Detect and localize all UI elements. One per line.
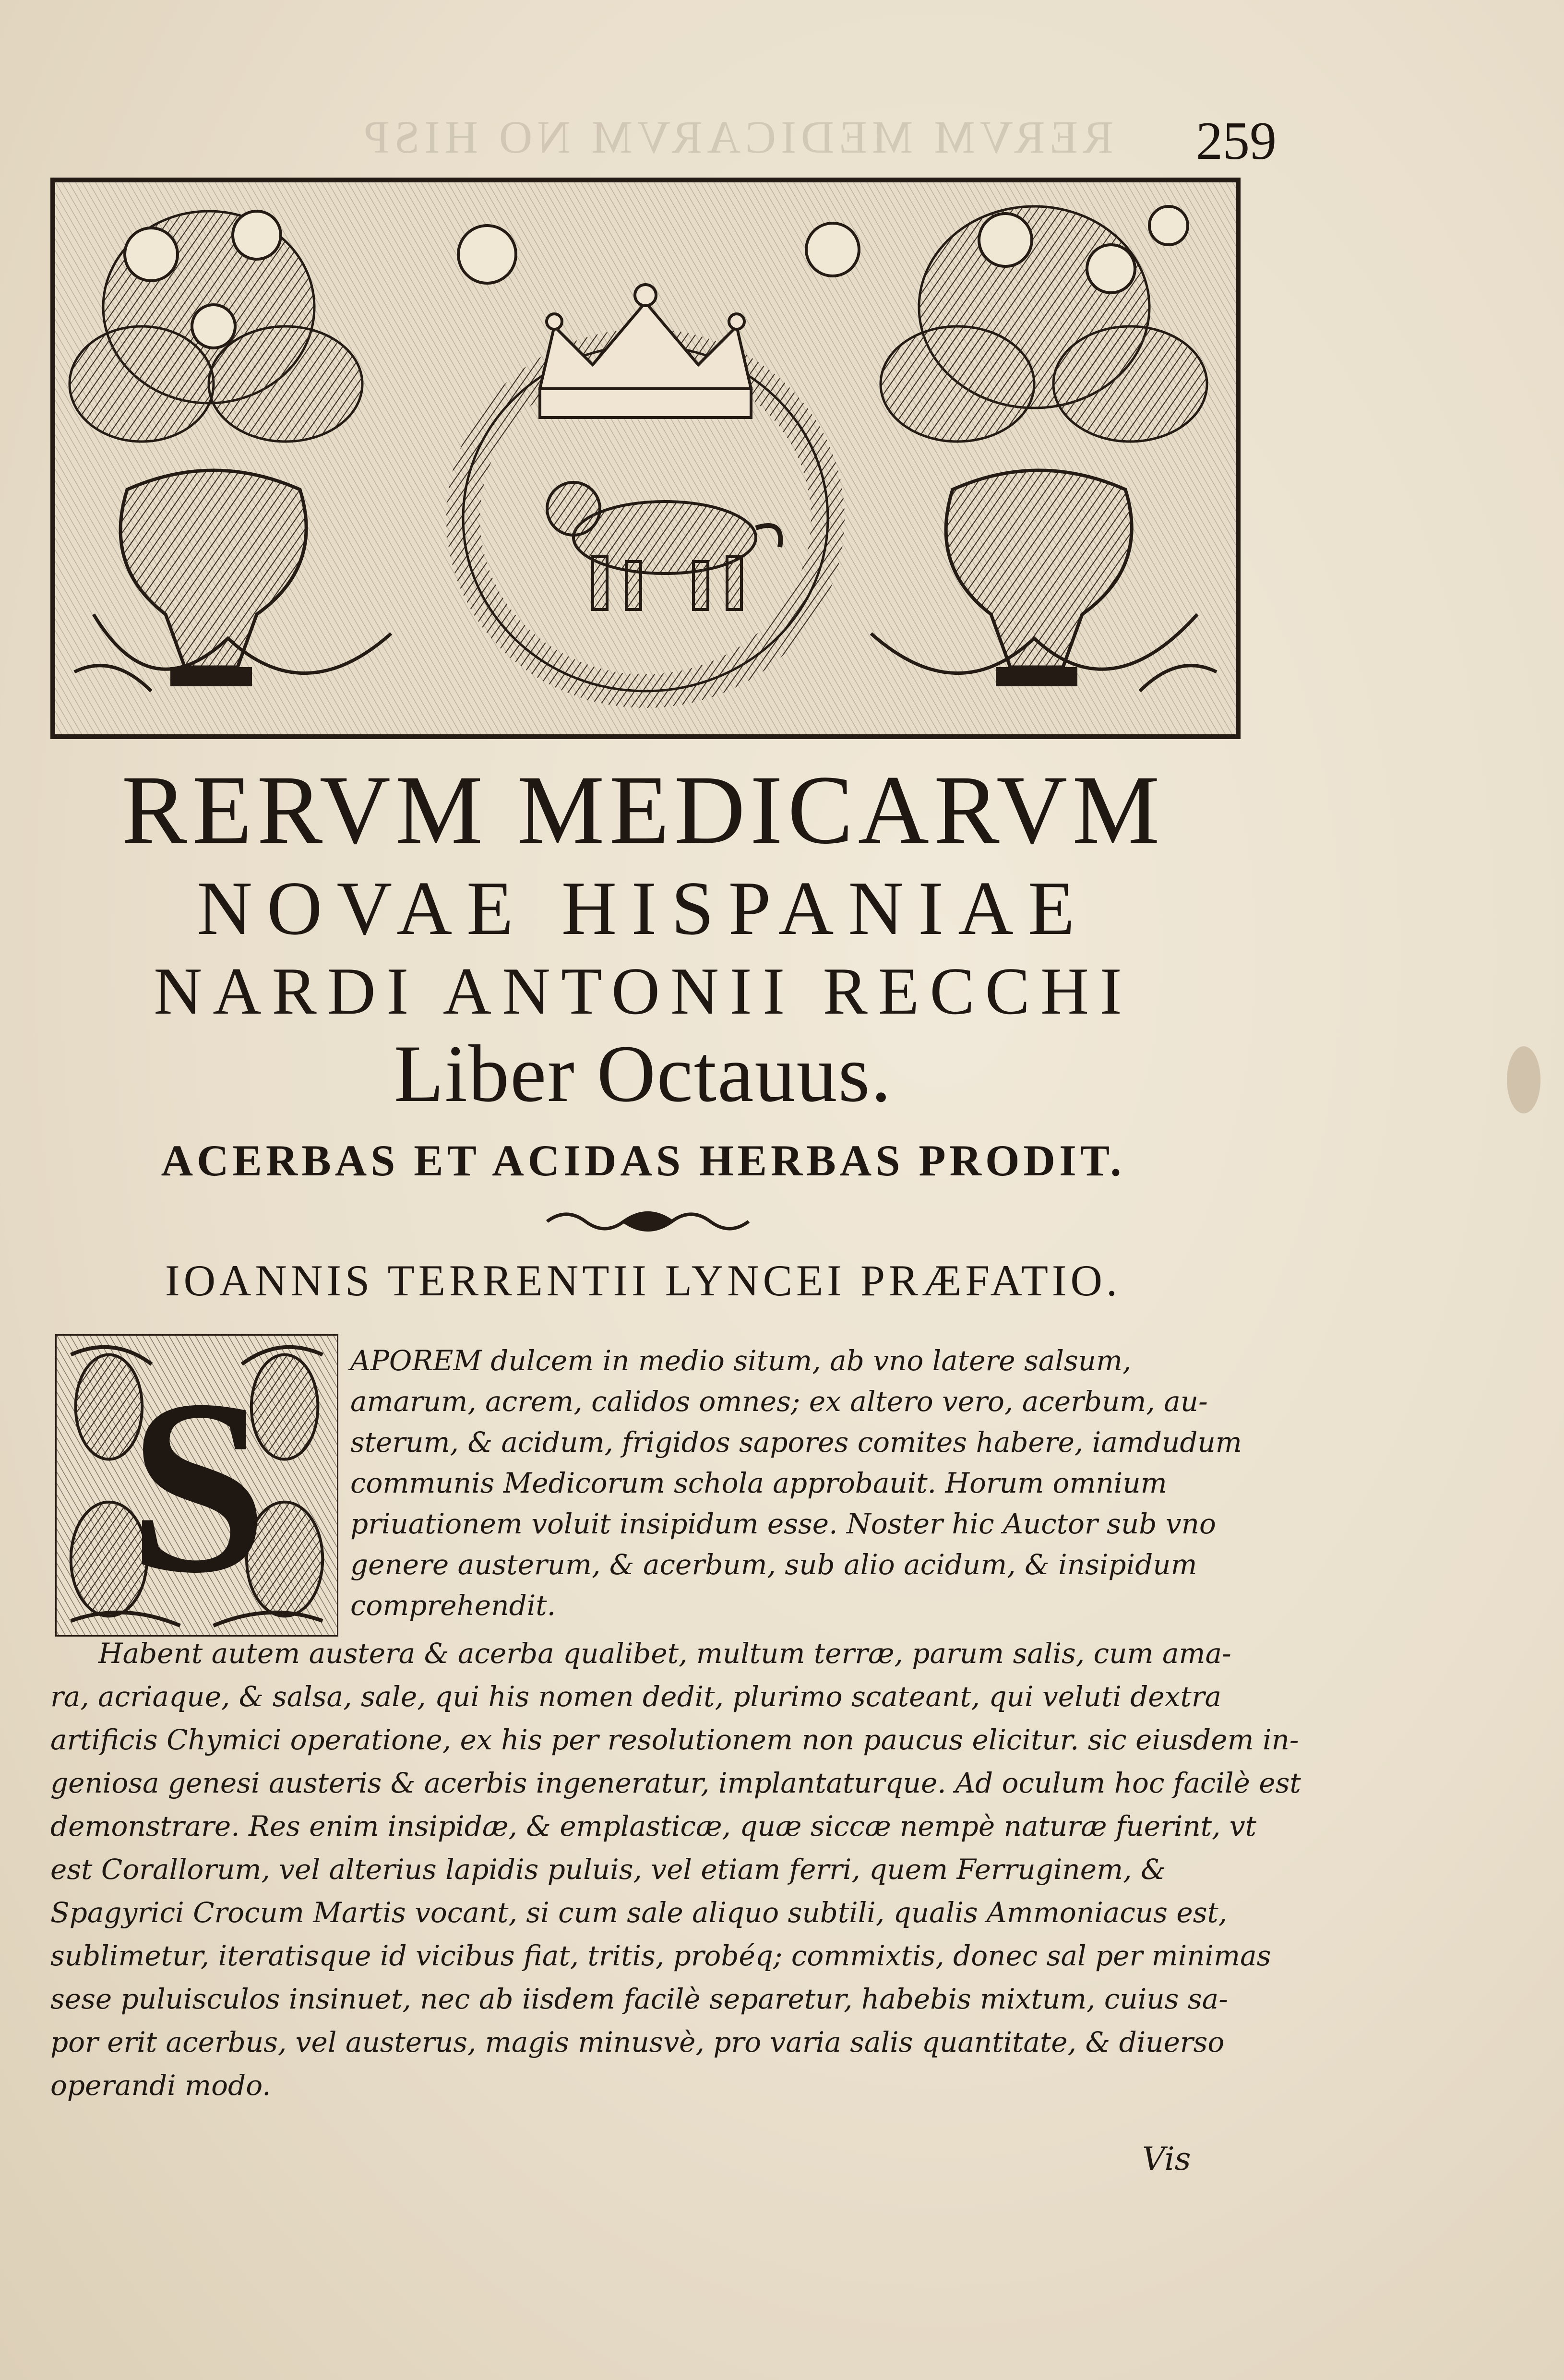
body-line: amarum, acrem, calidos omnes; ex altero vero, acerbum, au- <box>350 1385 1208 1418</box>
body-line: Habent autem austera & acerba qualibet, multum terræ, parum salis, cum ama- <box>98 1637 1231 1670</box>
body-line: sublimetur, iteratisque id vicibus fiat, tritis, probéq; commixtis, donec sal per minimas <box>50 1939 1271 1972</box>
title-line-5: ACERBAS ET ACIDAS HERBAS PRODIT. <box>161 1136 1125 1185</box>
body-line: Spagyrici Crocum Martis vocant, si cum sale aliquo subtili, qualis Ammoniacus est, <box>50 1896 1228 1929</box>
show-through-text: RERVM MEDICARVM NO HISP <box>358 111 1113 163</box>
title-line-3: NARDI ANTONII RECCHI <box>154 954 1133 1029</box>
body-line: geniosa genesi austeris & acerbis ingeneratur, implantaturque. Ad oculum hoc facilè est <box>50 1767 1301 1799</box>
preface-heading: IOANNIS TERRENTII LYNCEI PRÆFATIO. <box>165 1256 1121 1305</box>
woodcut-headpiece <box>50 178 1241 739</box>
catchword: Vis <box>1142 2141 1191 2177</box>
title-line-4: Liber Octauus. <box>394 1029 893 1119</box>
decorated-initial <box>55 1334 338 1637</box>
body-line: comprehendit. <box>350 1589 556 1622</box>
fleuron-ornament <box>537 1205 758 1238</box>
body-line: artificis Chymici operatione, ex his per resolutionem non paucus elicitur. sic eiusdem in- <box>50 1723 1299 1756</box>
woodcut-illustration <box>55 182 1236 734</box>
body-line: operandi modo. <box>50 2069 271 2102</box>
body-line: demonstrare. Res enim insipidæ, & emplasticæ, quæ siccæ nempè naturæ fuerint, vt <box>50 1810 1256 1842</box>
page-number: 259 <box>1196 111 1277 171</box>
initial-letter: S <box>129 1349 268 1625</box>
body-line: priuationem voluit insipidum esse. Noster hic Auctor sub vno <box>350 1507 1216 1540</box>
body-line: est Corallorum, vel alterius lapidis puluis, vel etiam ferri, quem Ferruginem, & <box>50 1853 1166 1886</box>
paper-stain <box>1507 1046 1540 1113</box>
title-line-2: NOVAE HISPANIAE <box>197 865 1089 951</box>
body-line: sese puluisculos insinuet, nec ab iisdem facilè separetur, habebis mixtum, cuius sa- <box>50 1983 1228 2015</box>
title-line-1: RERVM MEDICARVM <box>121 755 1165 864</box>
body-line: ra, acriaque, & salsa, sale, qui his nomen dedit, plurimo scateant, qui veluti dextra <box>50 1680 1222 1713</box>
body-line: APOREM dulcem in medio situm, ab vno latere salsum, <box>350 1344 1132 1377</box>
body-line: por erit acerbus, vel austerus, magis minusvè, pro varia salis quantitate, & diuerso <box>50 2026 1225 2058</box>
body-line: sterum, & acidum, frigidos sapores comites habere, iamdudum <box>350 1426 1242 1459</box>
body-line: communis Medicorum schola approbauit. Horum omnium <box>350 1467 1167 1499</box>
body-line: genere austerum, & acerbum, sub alio acidum, & insipidum <box>350 1548 1197 1581</box>
